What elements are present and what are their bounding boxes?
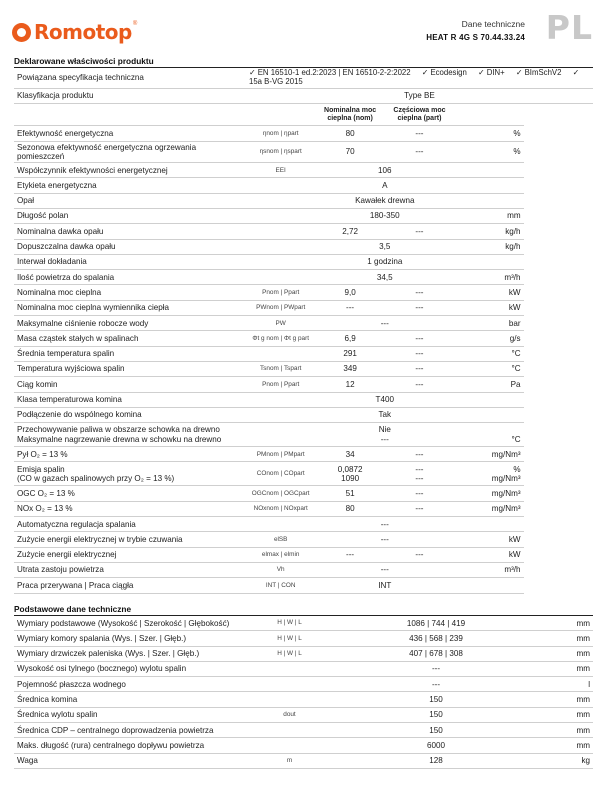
row-value: A (315, 178, 454, 193)
row-value: INT (315, 578, 454, 593)
value-nominal: 12 (315, 377, 384, 392)
table-row (14, 178, 593, 193)
row-unit (454, 193, 523, 208)
row-unit: % (454, 141, 523, 163)
table-row (14, 361, 593, 376)
table-row (14, 254, 593, 269)
table-row (14, 270, 593, 285)
row-unit: mm (539, 661, 593, 676)
row-symbol: ηnom | ηpart (246, 126, 315, 141)
row-unit (454, 392, 523, 407)
row-symbol: dout (246, 707, 333, 722)
row-label: Etykieta energetyczna (14, 178, 246, 193)
row-unit: l (539, 677, 593, 692)
row-label: Powiązana specyfikacja techniczna (14, 68, 246, 89)
table-row (14, 208, 593, 223)
row-label: Waga (14, 753, 246, 768)
row-unit: kW (454, 547, 523, 562)
row-label: Wymiary drzwiczek paleniska (Wys. | Szer. | Głęb.) (14, 646, 246, 661)
row-value: Tak (315, 407, 454, 422)
row-label: OGC O₂ = 13 % (14, 486, 246, 501)
row-label: Średnica komina (14, 692, 246, 707)
table-row (14, 738, 593, 753)
row-unit: kg/h (454, 239, 523, 254)
row-value: --- (333, 677, 539, 692)
row-label: Podłączenie do wspólnego komina (14, 407, 246, 422)
table-row (14, 423, 593, 447)
row-unit: °C (454, 346, 523, 361)
row-label: Zużycie energii elektrycznej (14, 547, 246, 562)
row-label: Nominalna moc cieplna (14, 285, 246, 300)
row-unit: kg/h (454, 224, 523, 239)
value-partial: --- (385, 141, 454, 163)
row-label: Wymiary komory spalania (Wys. | Szer. | Głęb.) (14, 631, 246, 646)
row-unit: °C (454, 423, 523, 447)
table-row (14, 300, 593, 315)
row-value: --- (333, 661, 539, 676)
row-unit: mm (539, 646, 593, 661)
value-nominal: 349 (315, 361, 384, 376)
row-value: Nie --- (315, 423, 454, 447)
row-unit: m³/h (454, 562, 523, 577)
row-unit: mm (539, 723, 593, 738)
row-label: Maks. długość (rura) centralnego dopływu powietrza (14, 738, 246, 753)
language-code: PL (545, 8, 593, 47)
table-row (14, 646, 593, 661)
row-symbol (246, 723, 333, 738)
row-unit: % mg/Nm³ (454, 462, 523, 486)
row-symbol: Vh (246, 562, 315, 577)
spec-item: ✓ DIN+ (478, 68, 505, 77)
column-header-nominal: Nominalna moc cieplna (nom) (315, 104, 384, 126)
value-nominal: --- (315, 300, 384, 315)
table-row (14, 501, 593, 516)
table-row (14, 578, 593, 593)
spec-list (246, 68, 593, 89)
row-label: Zużycie energii elektrycznej w trybie czuwania (14, 532, 246, 547)
value-nominal: 80 (315, 501, 384, 516)
row-label: Ciąg komin (14, 377, 246, 392)
row-value: 1086 | 744 | 419 (333, 616, 539, 631)
table-row (14, 532, 593, 547)
declared-properties-table (14, 67, 593, 594)
row-label: Maksymalne ciśnienie robocze wody (14, 316, 246, 331)
row-label: Współczynnik efektywności energetycznej (14, 163, 246, 178)
section-title-basic: Podstawowe dane techniczne (14, 604, 132, 614)
value-nominal: --- (315, 547, 384, 562)
row-unit: mg/Nm³ (454, 486, 523, 501)
spec-item: ✓ EN 16510-1 ed.2:2023 | EN 16510-2-2:2022 (249, 68, 411, 77)
row-label: Średnica wylotu spalin (14, 707, 246, 722)
table-row (14, 692, 593, 707)
row-symbol (246, 208, 315, 223)
row-unit: mm (454, 208, 523, 223)
row-unit: kW (454, 285, 523, 300)
row-symbol (246, 346, 315, 361)
row-label: Nominalna moc cieplna wymiennika ciepła (14, 300, 246, 315)
row-symbol: Φt g nom | Φt g part (246, 331, 315, 346)
value-nominal: 9,0 (315, 285, 384, 300)
table-row (14, 462, 593, 486)
table-row (14, 517, 593, 532)
row-symbol: H | W | L (246, 631, 333, 646)
row-symbol: NOxnom | NOxpart (246, 501, 315, 516)
row-value: 180-350 (315, 208, 454, 223)
row-value: 34,5 (315, 270, 454, 285)
page-header (0, 0, 607, 52)
row-unit (454, 578, 523, 593)
row-value: 3,5 (315, 239, 454, 254)
row-symbol: PMnom | PMpart (246, 447, 315, 462)
table-row (14, 486, 593, 501)
row-unit: bar (454, 316, 523, 331)
row-label: Opał (14, 193, 246, 208)
table-row (14, 331, 593, 346)
row-label: Emisja spalin (CO w gazach spalinowych przy O₂ = 13 %) (14, 462, 246, 486)
row-symbol: elmax | elmin (246, 547, 315, 562)
row-label: Wymiary podstawowe (Wysokość | Szerokość | Głębokość) (14, 616, 246, 631)
row-unit (454, 163, 523, 178)
row-symbol: INT | CON (246, 578, 315, 593)
column-header-partial: Częściowa moc cieplna (part) (385, 104, 454, 126)
row-label: Sezonowa efektywność energetyczna ogrzewania pomieszczeń (14, 141, 246, 163)
property-rows (14, 486, 593, 593)
row-value: 150 (333, 723, 539, 738)
table-row (14, 753, 593, 768)
value-nominal: 291 (315, 346, 384, 361)
heating-label: Maksymalne nagrzewanie drewna w schowku na drewno (17, 434, 222, 444)
table-row (14, 562, 593, 577)
romotop-logo-icon (12, 23, 31, 42)
row-label: Utrata zastoju powietrza (14, 562, 246, 577)
row-value: 106 (315, 163, 454, 178)
row-symbol: elSB (246, 532, 315, 547)
row-value: Type BE (315, 88, 523, 103)
row-value: --- (315, 517, 454, 532)
row-unit: Pa (454, 377, 523, 392)
row-label: Interwał dokładania (14, 254, 246, 269)
row-symbol: Tsnom | Tspart (246, 361, 315, 376)
row-symbol: m (246, 753, 333, 768)
row-unit (454, 254, 523, 269)
row-symbol (246, 270, 315, 285)
value-partial: --- (385, 501, 454, 516)
row-label: Temperatura wyjściowa spalin (14, 361, 246, 376)
table-row (14, 126, 593, 141)
column-header-row (14, 104, 593, 126)
row-value: --- (315, 532, 454, 547)
row-symbol (246, 224, 315, 239)
table-row (14, 723, 593, 738)
model-code: HEAT R 4G S 70.44.33.24 (426, 33, 525, 42)
brand-logo (12, 20, 137, 44)
table-row (14, 316, 593, 331)
table-row (14, 346, 593, 361)
row-label (14, 423, 246, 447)
spec-item: ✓ 15a B-VG 2015 (249, 68, 580, 86)
property-rows (14, 126, 593, 423)
row-symbol (246, 517, 315, 532)
row-unit: mm (539, 631, 593, 646)
row-unit: mg/Nm³ (454, 501, 523, 516)
table-row (14, 707, 593, 722)
row-unit: % (454, 126, 523, 141)
row-label: Praca przerywana | Praca ciągła (14, 578, 246, 593)
value-partial: --- (385, 361, 454, 376)
value-nominal: 34 (315, 447, 384, 462)
row-label: Klasyfikacja produktu (14, 88, 246, 103)
basic-rows (14, 616, 593, 769)
registered-mark: ® (132, 21, 138, 27)
table-row (14, 407, 593, 422)
document-heading (426, 19, 525, 42)
value-partial: --- (385, 447, 454, 462)
row-symbol: PW (246, 316, 315, 331)
row-label: NOx O₂ = 13 % (14, 501, 246, 516)
row-symbol: H | W | L (246, 616, 333, 631)
table-row (14, 377, 593, 392)
row-label: Nominalna dawka opału (14, 224, 246, 239)
value-partial: --- (385, 486, 454, 501)
row-value: 6000 (333, 738, 539, 753)
row-value: 128 (333, 753, 539, 768)
value-partial: --- (385, 346, 454, 361)
row-label: Klasa temperaturowa komina (14, 392, 246, 407)
row-unit (454, 178, 523, 193)
value-nominal: 80 (315, 126, 384, 141)
spec-item: ✓ BImSchV2 (515, 68, 562, 77)
value-nominal: 2,72 (315, 224, 384, 239)
value-partial: --- (385, 126, 454, 141)
row-label: Ilość powietrza do spalania (14, 270, 246, 285)
spec-item: ✓ Ecodesign (421, 68, 467, 77)
row-symbol (246, 239, 315, 254)
row-label: Długość polan (14, 208, 246, 223)
row-value: Kawałek drewna (315, 193, 454, 208)
table-row (14, 616, 593, 631)
table-row (14, 239, 593, 254)
value-partial: --- (385, 377, 454, 392)
row-symbol: ηsnom | ηspart (246, 141, 315, 163)
table-row (14, 163, 593, 178)
row-symbol (246, 738, 333, 753)
row-symbol (246, 692, 333, 707)
row-unit: kg (539, 753, 593, 768)
value-partial: --- (385, 300, 454, 315)
row-label: Pojemność płaszcza wodnego (14, 677, 246, 692)
brand-name: Romotop (34, 20, 132, 44)
row-value: --- (315, 316, 454, 331)
row-symbol: OGCnom | OGCpart (246, 486, 315, 501)
row-symbol (246, 193, 315, 208)
row-symbol (246, 392, 315, 407)
value-partial: --- (385, 331, 454, 346)
basic-data-table (14, 615, 593, 769)
row-symbol (246, 677, 333, 692)
value-nominal: 6,9 (315, 331, 384, 346)
row-unit: mm (539, 707, 593, 722)
table-row (14, 141, 593, 163)
row-unit (454, 407, 523, 422)
table-row (14, 193, 593, 208)
row-value: 436 | 568 | 239 (333, 631, 539, 646)
row-label: Masa cząstek stałych w spalinach (14, 331, 246, 346)
value-partial: --- (385, 224, 454, 239)
row-value: 150 (333, 707, 539, 722)
row-unit: mm (539, 692, 593, 707)
row-value: 150 (333, 692, 539, 707)
value-partial: --- (385, 285, 454, 300)
row-value: 1 godzina (315, 254, 454, 269)
row-label: Dopuszczalna dawka opału (14, 239, 246, 254)
value-nominal: 70 (315, 141, 384, 163)
row-label: Średnica CDP – centralnego doprowadzenia powietrza (14, 723, 246, 738)
row-symbol (246, 178, 315, 193)
table-row (14, 68, 593, 89)
table-row (14, 392, 593, 407)
row-unit: kW (454, 300, 523, 315)
table-row (14, 631, 593, 646)
row-symbol: H | W | L (246, 646, 333, 661)
table-row (14, 447, 593, 462)
row-value: T400 (315, 392, 454, 407)
row-symbol (246, 661, 333, 676)
row-symbol: EEI (246, 163, 315, 178)
section-title-declared: Deklarowane właściwości produktu (14, 56, 154, 66)
row-unit: °C (454, 361, 523, 376)
row-symbol: Pnom | Ppart (246, 377, 315, 392)
storage-label: Przechowywanie paliwa w obszarze schowka na drewno (17, 425, 220, 435)
row-label: Średnia temperatura spalin (14, 346, 246, 361)
row-symbol: Pnom | Ppart (246, 285, 315, 300)
row-symbol: COnom | COpart (246, 462, 315, 486)
table-row (14, 88, 593, 103)
row-unit: mm (539, 738, 593, 753)
document-label: Dane techniczne (461, 19, 525, 29)
row-unit: mg/Nm³ (454, 447, 523, 462)
value-nominal: 51 (315, 486, 384, 501)
row-label: Automatyczna regulacja spalania (14, 517, 246, 532)
row-unit: mm (539, 616, 593, 631)
row-unit: m³/h (454, 270, 523, 285)
row-unit (454, 517, 523, 532)
value-partial: --- --- (385, 462, 454, 486)
row-value: 407 | 678 | 308 (333, 646, 539, 661)
row-symbol (246, 254, 315, 269)
row-symbol (246, 407, 315, 422)
table-row (14, 224, 593, 239)
row-symbol: PWnom | PWpart (246, 300, 315, 315)
row-label: Pył O₂ = 13 % (14, 447, 246, 462)
row-unit: kW (454, 532, 523, 547)
row-label: Efektywność energetyczna (14, 126, 246, 141)
value-nominal: 0,0872 1090 (315, 462, 384, 486)
value-partial: --- (385, 547, 454, 562)
row-unit: g/s (454, 331, 523, 346)
table-row (14, 661, 593, 676)
table-row (14, 677, 593, 692)
row-value: --- (315, 562, 454, 577)
row-label: Wysokość osi tylnego (bocznego) wylotu spalin (14, 661, 246, 676)
table-row (14, 547, 593, 562)
table-row (14, 285, 593, 300)
